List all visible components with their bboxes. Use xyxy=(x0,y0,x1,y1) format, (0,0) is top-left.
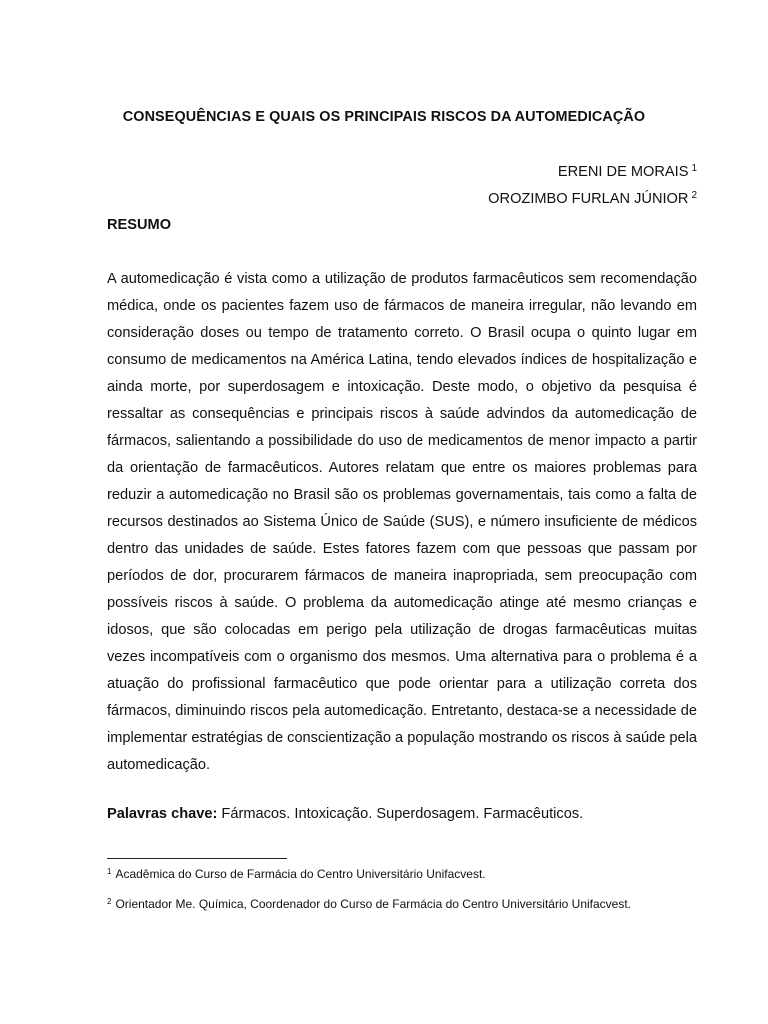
author-1-name: ERENI DE MORAIS xyxy=(557,164,689,180)
author-1 xyxy=(558,163,697,180)
abstract-body: A automedicação é vista como a utilização de produtos farmacêuticos sem recomendação médica, onde os pacientes fazem uso de fármacos de maneira irregular, não levando em consideração doses ou tempo de tratamento correto. O Brasil ocupa o quinto lugar em consumo de medicamentos na América Latina, tendo elevados índices de hospitalização e ainda morte, por superdosagem e intoxicação. Deste modo, o objetivo da pesquisa é ressaltar as consequências e principais riscos à saúde advindos da automedicação de fármacos, salientando a possibilidade do uso de medicamentos de menor impacto a partir da orientação de farmacêuticos. Autores relatam que entre os maiores problemas para reduzir a automedicação no Brasil são os problemas governamentais, tais como a falta de recursos destinados ao Sistema Único de Saúde (SUS), e número insuficiente de médicos dentro das unidades de saúde. Estes fatores fazem com que pessoas que passam por períodos de dor, procurarem fármacos de maneira inapropriada, sem preocupação com possíveis riscos à saúde. O problema da automedicação atinge até mesmo crianças e idosos, que são colocadas em perigo pela utilização de drogas farmacêuticas muitas vezes incompatíveis com o organismo dos mesmos. Uma alternativa para o problema é a atuação do profissional farmacêutico que pode orientar para a utilização correta dos fármacos, diminuindo riscos pela automedicação. Entretanto, destaca-se a necessidade de implementar estratégias de conscientização a população mostrando os riscos à saúde pela automedicação. xyxy=(107,271,697,773)
keywords-text: Fármacos. Intoxicação. Superdosagem. Farmacêuticos. xyxy=(221,806,584,822)
author-1-note-mark: 1 xyxy=(691,163,697,174)
footnote-2 xyxy=(107,897,631,911)
footnote-divider xyxy=(107,858,287,859)
keywords-label: Palavras chave: xyxy=(107,806,218,822)
paper-title: CONSEQUÊNCIAS E QUAIS OS PRINCIPAIS RISCOS DA AUTOMEDICAÇÃO xyxy=(122,109,646,125)
footnote-2-mark: 2 xyxy=(107,897,112,906)
footnote-1 xyxy=(107,867,486,881)
keywords-line xyxy=(107,806,707,822)
author-2-note-mark: 2 xyxy=(691,190,697,201)
abstract-heading: RESUMO xyxy=(107,217,172,233)
footnote-1-text: Acadêmica do Curso de Farmácia do Centro Universitário Unifacvest. xyxy=(115,867,486,881)
footnote-1-mark: 1 xyxy=(107,867,112,876)
author-2-name: OROZIMBO FURLAN JÚNIOR xyxy=(488,191,689,207)
author-2 xyxy=(488,190,697,207)
footnote-2-text: Orientador Me. Química, Coordenador do Curso de Farmácia do Centro Universitário Unifacvest. xyxy=(115,897,632,911)
